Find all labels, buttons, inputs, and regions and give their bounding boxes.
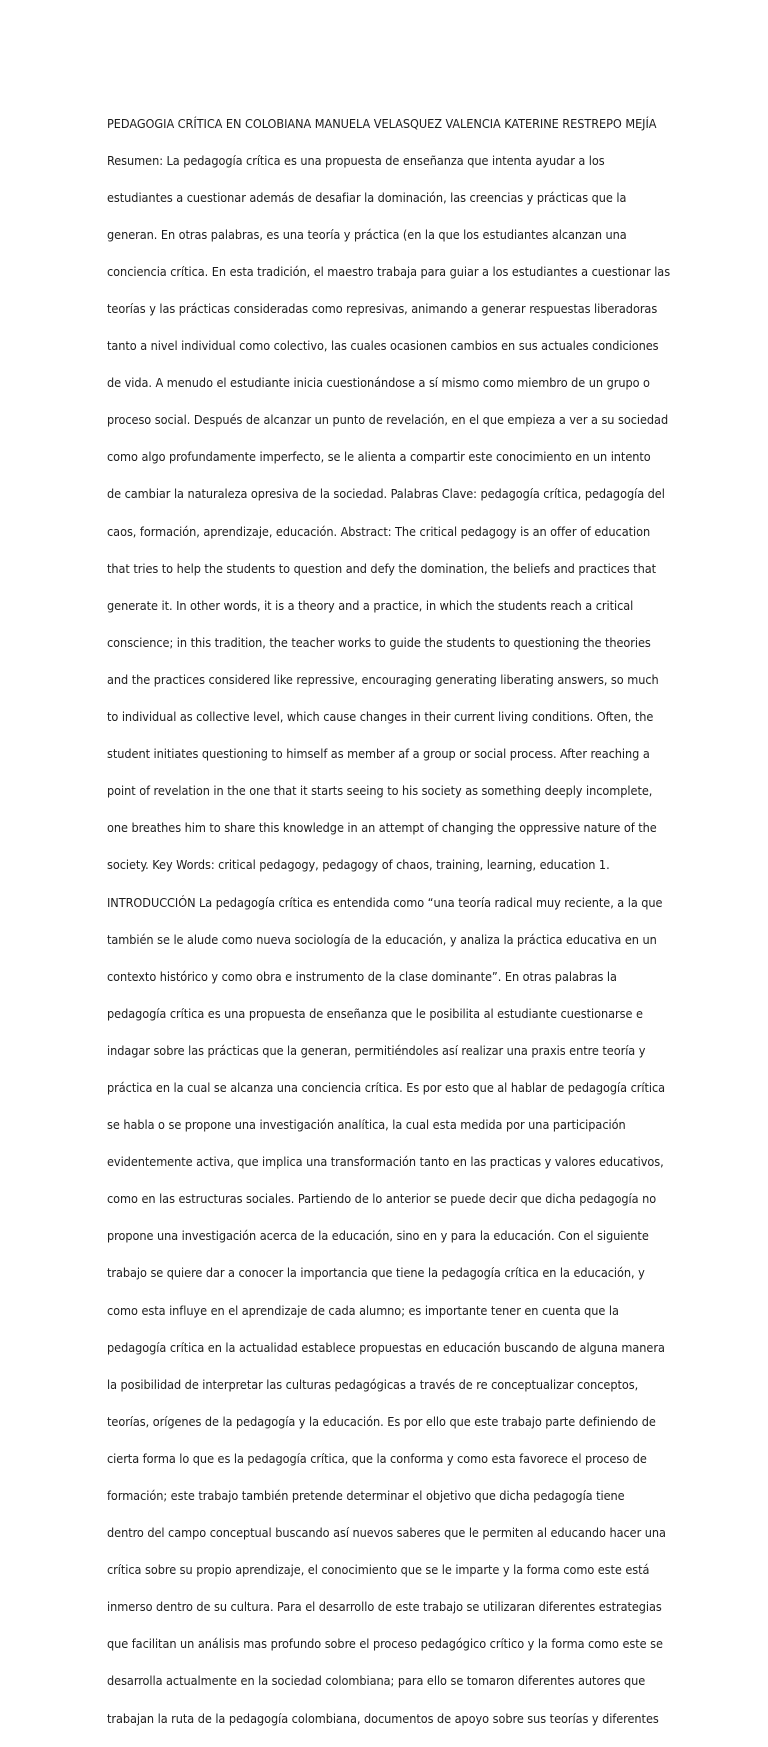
text-line: dentro del campo conceptual buscando así nuevos saberes que le permiten al educando hacer una — [107, 1525, 666, 1541]
text-line: práctica en la cual se alcanza una conciencia crítica. Es por esto que al hablar de pedagogía crítica — [107, 1079, 666, 1095]
text-line: generan. En otras palabras, es una teoría y práctica (en la que los estudiantes alcanzan una — [107, 226, 627, 242]
document-body — [107, 96, 671, 1747]
text-line: and the practices considered like repressive, encouraging generating liberating answers, so much — [107, 671, 659, 687]
text-line: to individual as collective level, which cause changes in their current living conditions. Often, the — [107, 709, 654, 725]
text-line: como esta influye en el aprendizaje de cada alumno; es importante tener en cuenta que la — [107, 1302, 619, 1318]
text-line: evidentemente activa, que implica una transformación tanto en las practicas y valores educativos, — [107, 1154, 664, 1170]
text-line: como algo profundamente imperfecto, se le alienta a compartir este conocimiento en un intento — [107, 449, 651, 465]
text-line: trabajo se quiere dar a conocer la importancia que tiene la pedagogía crítica en la educación, y — [107, 1265, 645, 1281]
text-line: teorías y las prácticas consideradas como represivas, animando a generar respuestas liberadoras — [107, 301, 658, 317]
text-line: se habla o se propone una investigación analítica, la cual esta medida por una participación — [107, 1117, 626, 1133]
text-line: caos, formación, aprendizaje, educación. Abstract: The critical pedagogy is an offer of education — [107, 523, 651, 539]
document-title-line: PEDAGOGIA CRÍTICA EN COLOBIANA MANUELA VELASQUEZ VALENCIA KATERINE RESTREPO MEJÍA — [107, 115, 657, 131]
text-line: formación; este trabajo también pretende determinar el objetivo que dicha pedagogía tiene — [107, 1488, 625, 1504]
text-line: one breathes him to share this knowledge in an attempt of changing the oppressive nature of the — [107, 820, 657, 836]
text-line: indagar sobre las prácticas que la generan, permitiéndoles así realizar una praxis entre teoría y — [107, 1042, 646, 1058]
text-line: teorías, orígenes de la pedagogía y la educación. Es por ello que este trabajo parte definiendo de — [107, 1413, 656, 1429]
text-line: proceso social. Después de alcanzar un punto de revelación, en el que empieza a ver a su sociedad — [107, 412, 669, 428]
text-line: de cambiar la naturaleza opresiva de la sociedad. Palabras Clave: pedagogía crítica, pedagogía del — [107, 486, 665, 502]
text-line: la posibilidad de interpretar las culturas pedagógicas a través de re conceptualizar conceptos, — [107, 1376, 639, 1392]
text-line: conscience; in this tradition, the teacher works to guide the students to questioning the theories — [107, 634, 651, 650]
text-line: generate it. In other words, it is a theory and a practice, in which the students reach a critical — [107, 597, 634, 613]
text-line: tanto a nivel individual como colectivo, las cuales ocasionen cambios en sus actuales condiciones — [107, 338, 659, 354]
text-line: student initiates questioning to himself as member af a group or social process. After reaching a — [107, 746, 650, 762]
text-line: inmerso dentro de su cultura. Para el desarrollo de este trabajo se utilizaran diferentes estrategias — [107, 1599, 662, 1615]
text-line: propone una investigación acerca de la educación, sino en y para la educación. Con el siguiente — [107, 1228, 649, 1244]
text-line: society. Key Words: critical pedagogy, pedagogy of chaos, training, learning, education 1. — [107, 857, 610, 873]
text-line: desarrolla actualmente en la sociedad colombiana; para ello se tomaron diferentes autores que — [107, 1673, 646, 1689]
text-line: conciencia crítica. En esta tradición, el maestro trabaja para guiar a los estudiantes a cuestionar las — [107, 263, 671, 279]
text-line: de vida. A menudo el estudiante inicia cuestionándose a sí mismo como miembro de un grupo o — [107, 375, 650, 391]
text-line: también se le alude como nueva sociología de la educación, y analiza la práctica educativa en un — [107, 931, 657, 947]
text-line: contexto histórico y como obra e instrumento de la clase dominante”. En otras palabras la — [107, 968, 617, 984]
text-line: trabajan la ruta de la pedagogía colombiana, documentos de apoyo sobre sus teorías y diferentes — [107, 1710, 659, 1726]
text-line: point of revelation in the one that it starts seeing to his society as something deeply incomplete, — [107, 783, 653, 799]
text-line: that tries to help the students to question and defy the domination, the beliefs and practices that — [107, 560, 656, 576]
text-line: pedagogía crítica es una propuesta de enseñanza que le posibilita al estudiante cuestionarse e — [107, 1005, 643, 1021]
text-line: que facilitan un análisis mas profundo sobre el proceso pedagógico crítico y la forma como este se — [107, 1636, 663, 1652]
text-line: cierta forma lo que es la pedagogía crítica, que la conforma y como esta favorece el proceso de — [107, 1450, 647, 1466]
text-line: crítica sobre su propio aprendizaje, el conocimiento que se le imparte y la forma como este está — [107, 1562, 650, 1578]
text-line: como en las estructuras sociales. Partiendo de lo anterior se puede decir que dicha pedagogía no — [107, 1191, 657, 1207]
text-line: Resumen: La pedagogía crítica es una propuesta de enseñanza que intenta ayudar a los — [107, 152, 605, 168]
text-line: INTRODUCCIÓN La pedagogía crítica es entendida como “una teoría radical muy reciente, a la que — [107, 894, 663, 910]
text-line: estudiantes a cuestionar además de desafiar la dominación, las creencias y prácticas que la — [107, 189, 627, 205]
text-line: pedagogía crítica en la actualidad establece propuestas en educación buscando de alguna manera — [107, 1339, 665, 1355]
